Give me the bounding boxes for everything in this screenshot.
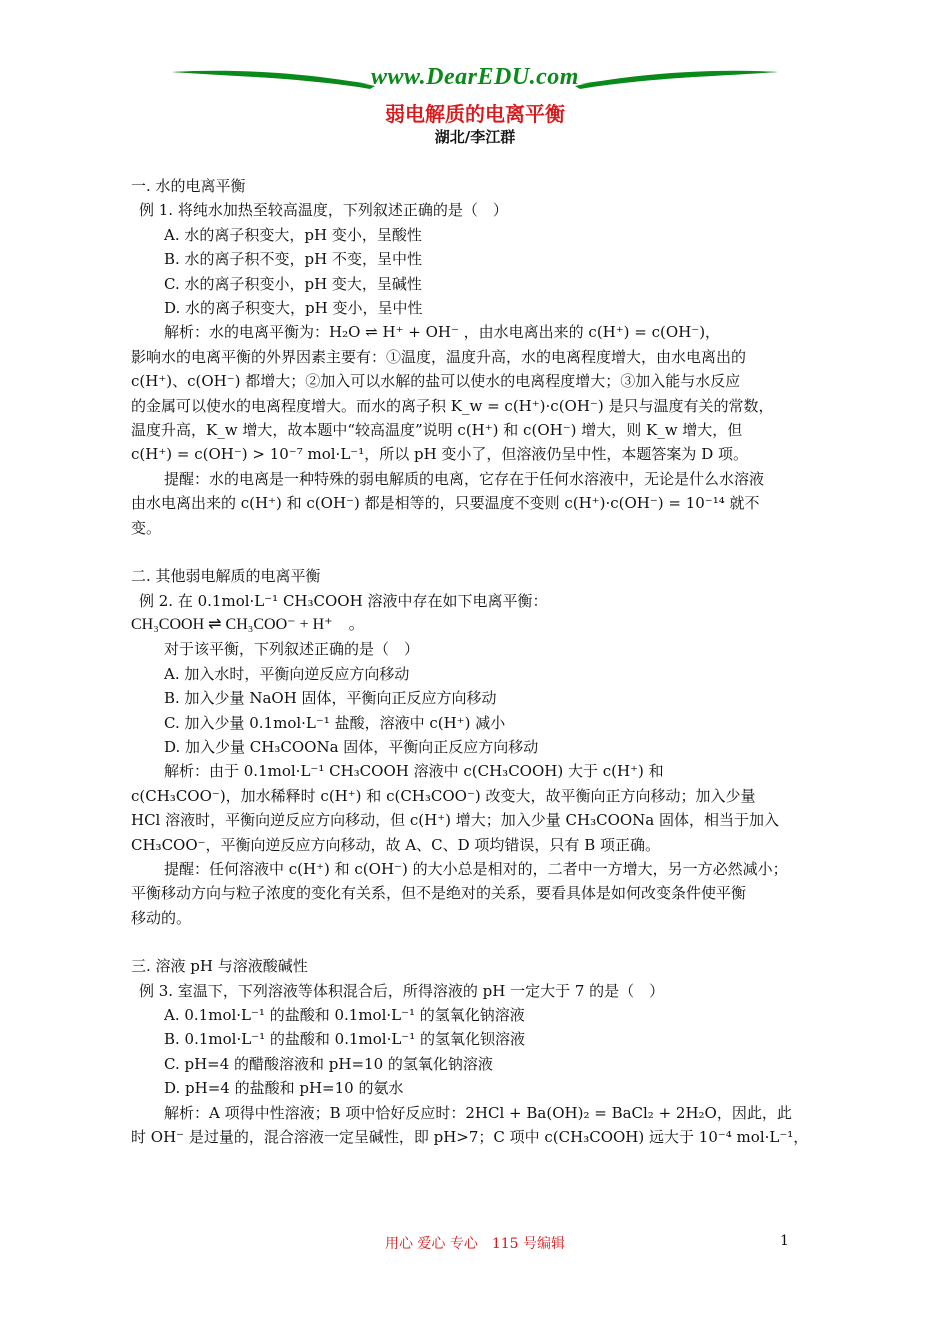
example-3-question: 例 3. 室温下，下列溶液等体积混合后，所得溶液的 pH 一定大于 7 的是（ ）	[139, 981, 665, 1000]
site-name: www.DearEDU.com	[371, 64, 579, 90]
example-2-question-stem: 对于该平衡，下列叙述正确的是（ ）	[164, 640, 420, 659]
example-1-tip-line: 提醒：水的电离是一种特殊的弱电解质的电离，它存在于任何水溶液中，无论是什么水溶液	[164, 469, 765, 488]
example-2-option-c: C. 加入少量 0.1mol·L⁻¹ 盐酸，溶液中 c(H⁺) 减小	[164, 713, 506, 732]
section-2-heading: 二. 其他弱电解质的电离平衡	[131, 567, 321, 586]
example-3-option-d: D. pH=4 的盐酸和 pH=10 的氨水	[164, 1079, 404, 1098]
document-body	[131, 174, 821, 1149]
example-1-option-c: C. 水的离子积变小，pH 变大，呈碱性	[164, 274, 422, 293]
page-number: 1	[780, 1233, 789, 1249]
page-footer: 用心 爱心 专心 115 号编辑	[384, 1236, 566, 1252]
site-header	[170, 62, 780, 98]
example-3-option-a: A. 0.1mol·L⁻¹ 的盐酸和 0.1mol·L⁻¹ 的氢氧化钠溶液	[164, 1006, 525, 1024]
example-1-option-d: D. 水的离子积变大，pH 变小，呈中性	[164, 299, 423, 318]
example-1-question: 例 1. 将纯水加热至较高温度，下列叙述正确的是（ ）	[139, 201, 508, 220]
example-1-analysis-line: c(H⁺)、c(OH⁻) 都增大；②加入可以水解的盐可以使水的电离程度增大；③加入能与水反应	[131, 372, 741, 391]
example-2-analysis-line: CH₃COO⁻，平衡向逆反应方向移动，故 A、C、D 项均错误，只有 B 项正确。	[131, 835, 660, 854]
example-3-option-b: B. 0.1mol·L⁻¹ 的盐酸和 0.1mol·L⁻¹ 的氢氧化钡溶液	[164, 1030, 525, 1049]
example-1-option-b: B. 水的离子积不变，pH 不变，呈中性	[164, 250, 423, 269]
example-1-analysis-line: c(H⁺) = c(OH⁻) > 10⁻⁷ mol·L⁻¹，所以 pH 变小了，但溶液仍呈中性，本题答案为 D 项。	[131, 445, 748, 464]
example-3-option-c: C. pH=4 的醋酸溶液和 pH=10 的氢氧化钠溶液	[164, 1054, 493, 1073]
document-author: 湖北/李江群	[434, 128, 516, 146]
example-2-option-b: B. 加入少量 NaOH 固体，平衡向正反应方向移动	[164, 689, 497, 708]
example-1-analysis-line: 的金属可以使水的电离程度增大。而水的离子积 K_w = c(H⁺)·c(OH⁻) 是只与温度有关的常数，	[131, 396, 774, 415]
example-2-equilibrium-equation: CH₃COOH ⇌ CH₃COO⁻ + H⁺ 。	[131, 615, 365, 633]
example-2-tip-line: 移动的。	[131, 908, 192, 927]
section-3-heading: 三. 溶液 pH 与溶液酸碱性	[131, 957, 308, 976]
example-1-tip-line: 由水电离出来的 c(H⁺) 和 c(OH⁻) 都是相等的，只要温度不变则 c(H⁺)·c(OH⁻) = 10⁻¹⁴ 就不	[131, 494, 760, 513]
example-1-tip-line: 变。	[131, 518, 162, 537]
example-1-analysis-line: 影响水的电离平衡的外界因素主要有：①温度，温度升高，水的电离程度增大，由水电离出的	[131, 347, 747, 366]
example-3-analysis-line: 解析：A 项得中性溶液；B 项中恰好反应时：2HCl + Ba(OH)₂ = BaCl₂ + 2H₂O，因此，此	[164, 1103, 792, 1122]
example-2-tip-line: 平衡移动方向与粒子浓度的变化有关系，但不是绝对的关系，要看具体是如何改变条件使平衡	[131, 884, 747, 903]
section-1-heading: 一. 水的电离平衡	[131, 177, 246, 195]
example-1-analysis-line: 温度升高，K_w 增大，故本题中“较高温度”说明 c(H⁺) 和 c(OH⁻) 增大，则 K_w 增大，但	[131, 421, 743, 440]
document-title: 弱电解质的电离平衡	[385, 102, 565, 126]
example-2-analysis-line: c(CH₃COO⁻)，加水稀释时 c(H⁺) 和 c(CH₃COO⁻) 改变大，故平衡向正方向移动；加入少量	[131, 786, 756, 805]
example-2-question: 例 2. 在 0.1mol·L⁻¹ CH₃COOH 溶液中存在如下电离平衡：	[139, 591, 548, 610]
example-2-tip-line: 提醒：任何溶液中 c(H⁺) 和 c(OH⁻) 的大小总是相对的，二者中一方增大，另一方必然减小；	[164, 859, 788, 878]
example-1-analysis-line: 解析：水的电离平衡为：H₂O ⇌ H⁺ + OH⁻ ，由水电离出来的 c(H⁺) = c(OH⁻)，	[164, 323, 721, 342]
example-3-analysis-line: 时 OH⁻ 是过量的，混合溶液一定呈碱性，即 pH>7；C 项中 c(CH₃COOH) 远大于 10⁻⁴ mol·L⁻¹，	[131, 1128, 809, 1147]
example-2-option-a: A. 加入水时，平衡向逆反应方向移动	[164, 664, 410, 683]
example-2-analysis-line: HCl 溶液时，平衡向逆反应方向移动，但 c(H⁺) 增大；加入少量 CH₃COONa 固体，相当于加入	[131, 811, 780, 830]
example-2-option-d: D. 加入少量 CH₃COONa 固体，平衡向正反应方向移动	[164, 737, 539, 756]
example-2-analysis-line: 解析：由于 0.1mol·L⁻¹ CH₃COOH 溶液中 c(CH₃COOH) 大于 c(H⁺) 和	[164, 762, 664, 781]
example-1-option-a: A. 水的离子积变大，pH 变小，呈酸性	[164, 225, 422, 244]
